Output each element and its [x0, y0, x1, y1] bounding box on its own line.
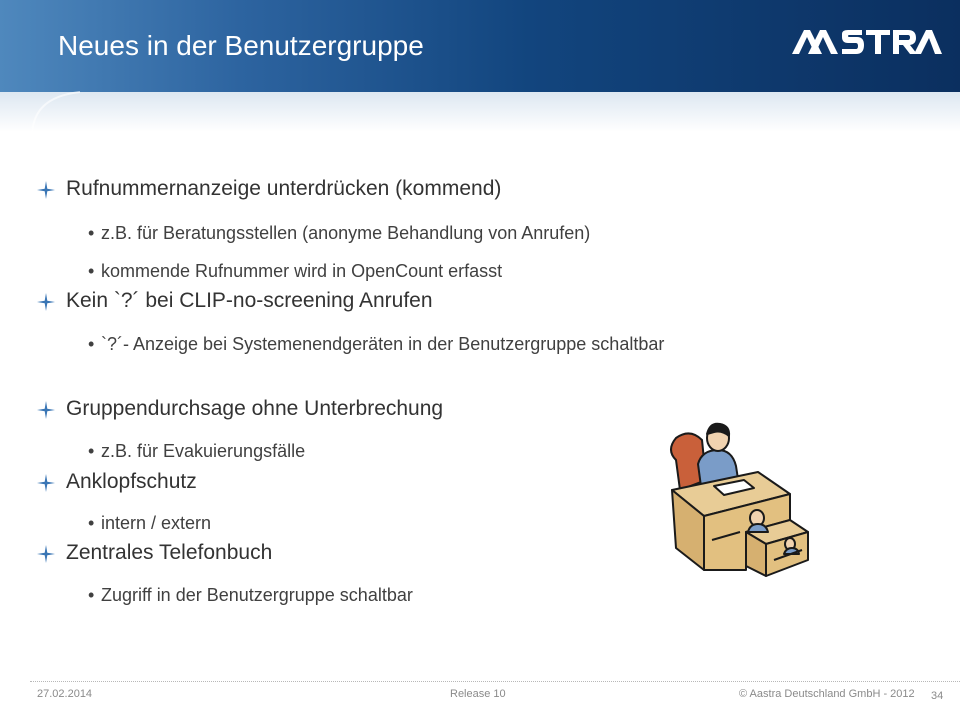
- sub-bullet: [88, 257, 848, 285]
- bullet-heading: [66, 470, 197, 494]
- bullet-dot: •: [88, 441, 95, 461]
- heading-text: Zentrales Telefonbuch: [66, 541, 273, 564]
- footer-copyright: © Aastra Deutschland GmbH - 2012: [739, 688, 915, 700]
- footer-release: Release 10: [450, 688, 506, 700]
- four-point-star-icon: [37, 545, 55, 563]
- page-number: 34: [931, 690, 944, 702]
- bullet-dot: •: [88, 513, 95, 533]
- bullet-dot: •: [88, 585, 95, 605]
- sub-bullet-text: kommende Rufnummer wird in OpenCount erfasst: [101, 261, 503, 281]
- footer-divider: [30, 681, 960, 682]
- bullet-heading: [66, 289, 433, 313]
- four-point-star-icon: [37, 401, 55, 419]
- bullet-dot: •: [88, 223, 95, 243]
- bullet-heading: [66, 541, 272, 565]
- sub-bullet-text: Zugriff in der Benutzergruppe schaltbar: [101, 585, 413, 605]
- four-point-star-icon: [37, 181, 55, 199]
- office-worker-desk-clipart: [662, 420, 817, 580]
- four-point-star-icon: [37, 474, 55, 492]
- sub-bullet: [88, 581, 848, 609]
- sub-bullet-text: intern / extern: [101, 513, 212, 533]
- heading-text: Kein `?´ bei CLIP-no-screening Anrufen: [66, 289, 433, 312]
- heading-text: Gruppendurchsage ohne Unterbrechung: [66, 397, 444, 420]
- heading-text: Anklopfschutz: [66, 470, 197, 493]
- sub-bullet-text: z.B. für Beratungsstellen (anonyme Behandlung von Anrufen): [101, 223, 591, 243]
- bullet-heading: [66, 397, 443, 421]
- bullet-dot: •: [88, 261, 95, 281]
- bullet-heading: [66, 177, 501, 201]
- sub-bullet-text: z.B. für Evakuierungsfälle: [101, 441, 306, 461]
- sub-bullet: [88, 330, 848, 358]
- heading-text: Rufnummernanzeige unterdrücken (kommend): [66, 177, 502, 200]
- sub-bullet-text: `?´- Anzeige bei Systemenendgeräten in der Benutzergruppe schaltbar: [101, 334, 665, 354]
- four-point-star-icon: [37, 293, 55, 311]
- slide-title: Neues in der Benutzergruppe: [58, 30, 424, 61]
- sub-bullet: [88, 219, 848, 247]
- bullet-dot: •: [88, 334, 95, 354]
- footer-date: 27.02.2014: [37, 688, 93, 700]
